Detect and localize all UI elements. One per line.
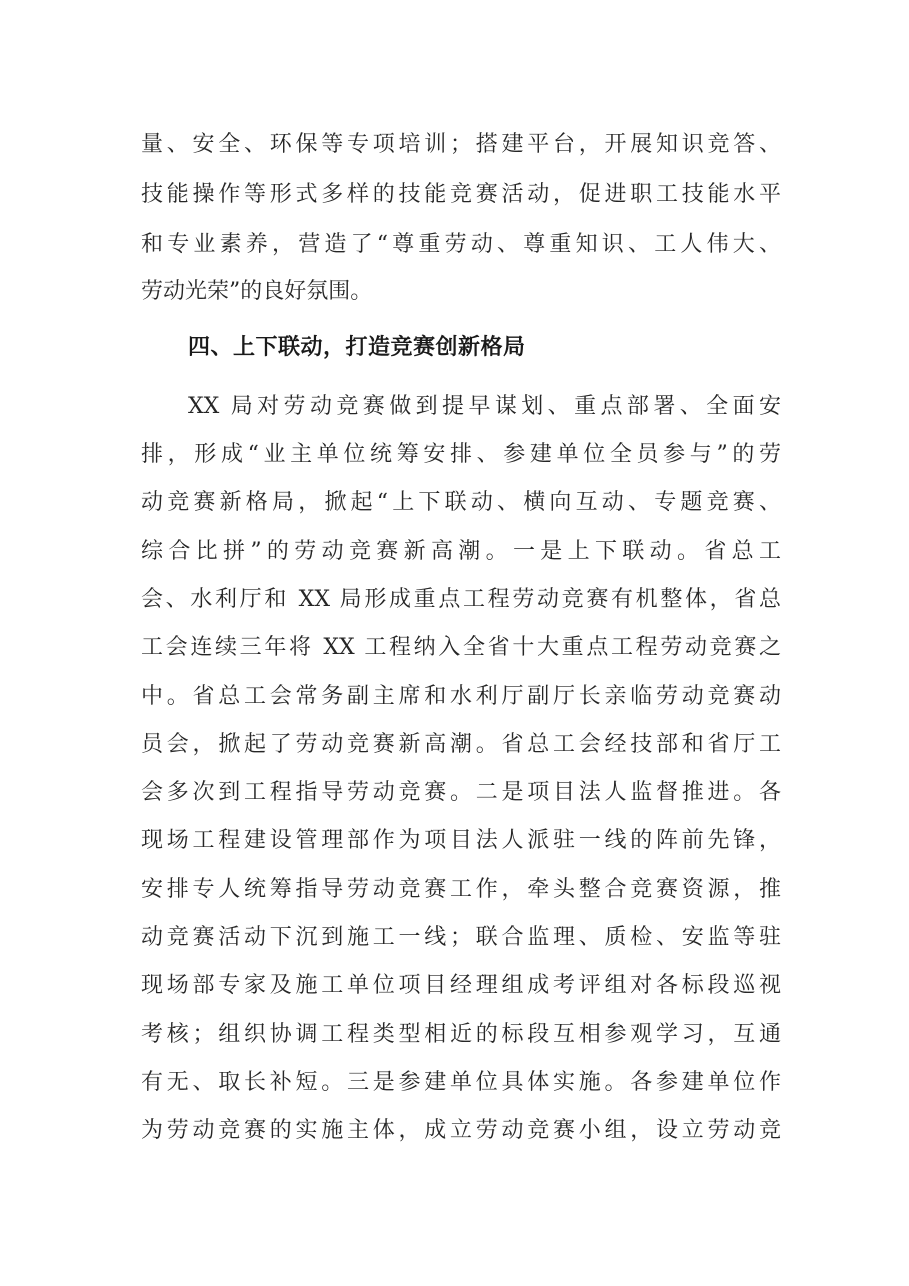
paragraph-2-line: 会、水利厅和 XX 局形成重点工程劳动竞赛有机整体，省总 bbox=[141, 587, 781, 612]
paragraph-1-line: 和专业素养，营造了“尊重劳动、尊重知识、工人伟大、 bbox=[141, 232, 781, 257]
paragraph-2-line: 安排专人统筹指导劳动竞赛工作，牵头整合竞赛资源，推 bbox=[141, 877, 781, 902]
paragraph-2-line: 中。省总工会常务副主席和水利厅副厅长亲临劳动竞赛动 bbox=[141, 684, 781, 709]
paragraph-2-line: 动竞赛活动下沉到施工一线；联合监理、质检、安监等驻 bbox=[141, 925, 781, 950]
paragraph-1-line: 劳动光荣”的良好氛围。 bbox=[141, 279, 373, 304]
paragraph-2-line: 现场部专家及施工单位项目经理组成考评组对各标段巡视 bbox=[141, 973, 781, 998]
paragraph-2-line: XX 局对劳动竞赛做到提早谋划、重点部署、全面安 bbox=[188, 394, 781, 419]
paragraph-2-line: 现场工程建设管理部作为项目法人派驻一线的阵前先锋， bbox=[141, 828, 781, 853]
paragraph-2-line: 工会连续三年将 XX 工程纳入全省十大重点工程劳动竞赛之 bbox=[141, 635, 781, 660]
paragraph-2-line: 考核；组织协调工程类型相近的标段互相参观学习，互通 bbox=[141, 1022, 781, 1047]
paragraph-2-line: 排，形成“业主单位统筹安排、参建单位全员参与”的劳 bbox=[141, 442, 781, 467]
paragraph-1-line: 技能操作等形式多样的技能竞赛活动，促进职工技能水平 bbox=[141, 182, 781, 207]
paragraph-2-line: 为劳动竞赛的实施主体，成立劳动竞赛小组，设立劳动竞 bbox=[141, 1118, 781, 1143]
paragraph-2-line: 动竞赛新格局，掀起“上下联动、横向互动、专题竞赛、 bbox=[141, 490, 781, 515]
paragraph-2-line: 会多次到工程指导劳动竞赛。二是项目法人监督推进。各 bbox=[141, 780, 781, 805]
paragraph-2-line: 综合比拼”的劳动竞赛新高潮。一是上下联动。省总工 bbox=[141, 539, 781, 564]
paragraph-2-line: 员会，掀起了劳动竞赛新高潮。省总工会经技部和省厅工 bbox=[141, 732, 781, 757]
paragraph-2-line: 有无、取长补短。三是参建单位具体实施。各参建单位作 bbox=[141, 1070, 781, 1095]
paragraph-1-line: 量、安全、环保等专项培训；搭建平台，开展知识竞答、 bbox=[141, 132, 781, 157]
section-heading: 四、上下联动，打造竞赛创新格局 bbox=[188, 335, 526, 360]
